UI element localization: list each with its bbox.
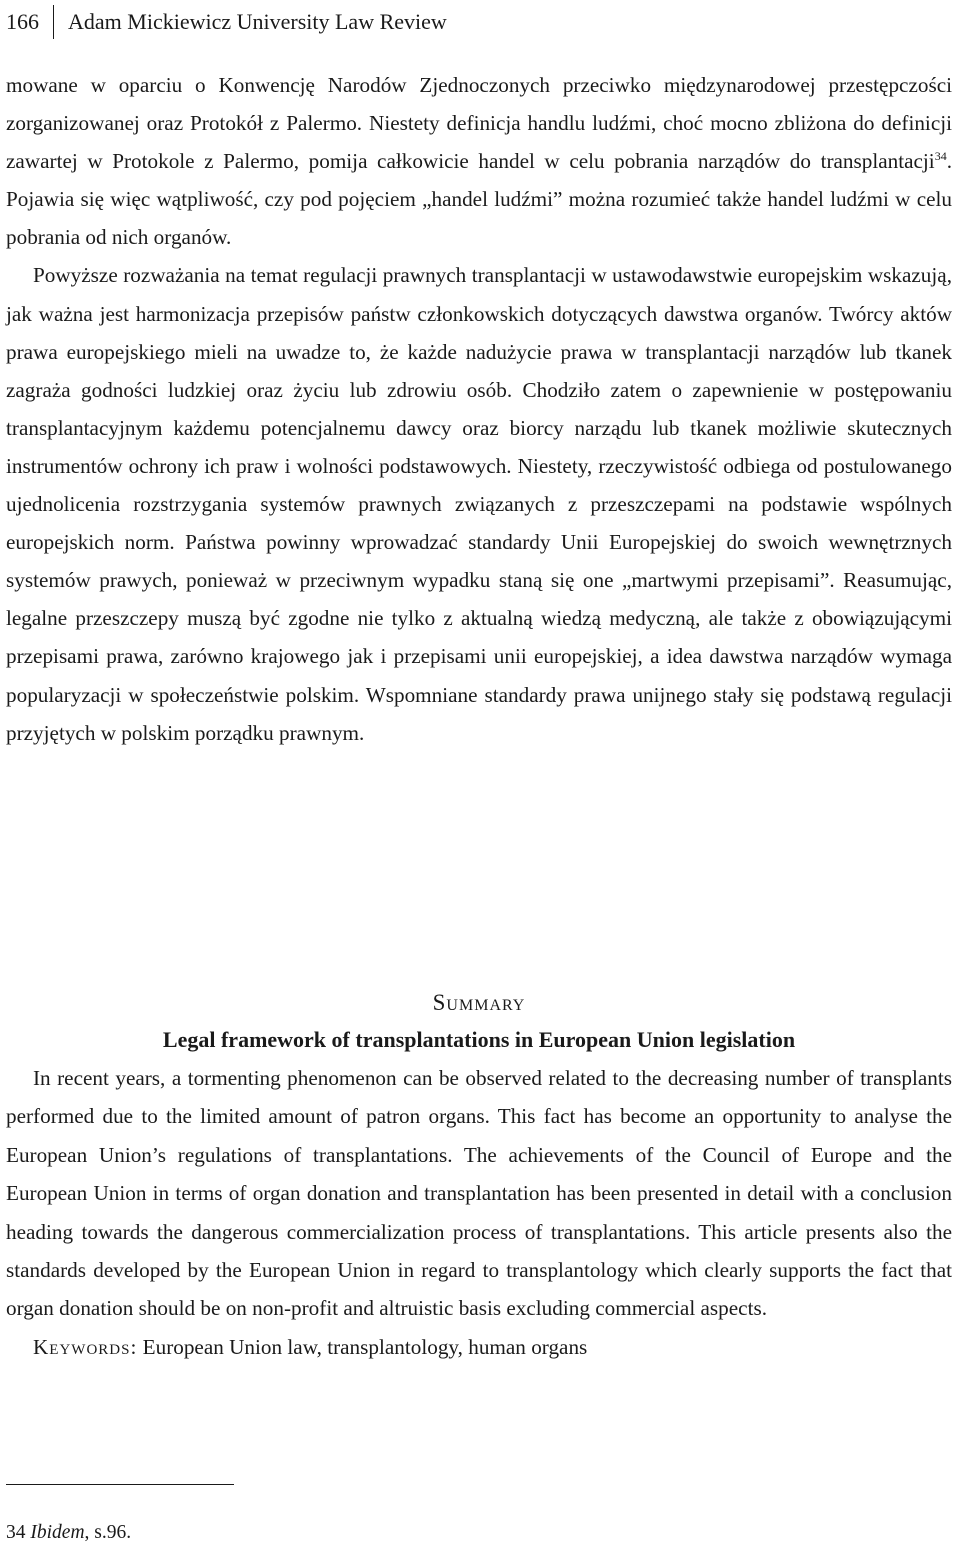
footnote-text: , s.96. <box>84 1522 132 1543</box>
summary-text: In recent years, a tormenting phenomenon can be observed related to the decreasing number of transplants performed due to the limited amount of patron organs. This fact has become an opportunity to analyse the European Union’s regulations of transplantations. The achievements of the Council of Europe and the European Union in terms of organ donation and transplantation has been presented in detail with a conclusion heading towards the dangerous commercialization process of transplantations. This article presents also the standards developed by the European Union in regard to transplantology which clearly supports the fact that organ donation should be on non-profit and altruistic basis excluding commercial aspects. <box>6 1066 952 1321</box>
keywords-list: European Union law, transplantology, human organs <box>137 1334 588 1359</box>
footnote-number: 34 <box>6 1522 31 1543</box>
footnote-34 <box>6 1520 131 1546</box>
keywords <box>6 1328 952 1366</box>
summary-heading: Summary <box>432 990 526 1015</box>
paragraph-1-text-a: mowane w oparciu o Konwencję Narodów Zjednoczonych przeciwko międzynarodowej przestępczości zorganizowanej oraz Protokół z Palermo. Niestety definicja handlu ludźmi, choć mocno zbliżona do definicji zawartej w Protokole z Palermo, pomija całkowicie handel w celu pobrania narządów do transplantacji <box>6 73 952 174</box>
footnote-rule <box>6 1484 234 1485</box>
summary-section <box>6 985 952 1366</box>
keywords-label: Keywords: <box>33 1334 138 1359</box>
paragraph-1-text-b: . Pojawia się więc wątpliwość, czy pod pojęciem „handel ludźmi” można rozumieć także handel ludźmi w celu pobrania od nich organów. <box>6 149 952 250</box>
running-head <box>6 6 447 38</box>
journal-title: Adam Mickiewicz University Law Review <box>68 9 447 34</box>
paragraph-2: Powyższe rozważania na temat regulacji prawnych transplantacji w ustawodawstwie europejskim wskazują, jak ważna jest harmonizacja przepisów państw członkowskich dotyczących dawstwa organów. Twórcy aktów prawa europejskiego mieli na uwadze to, że każde nadużycie prawa w transplantacji narządów lub tkanek zagraża godności ludzkiej oraz życiu lub zdrowiu osób. Chodziło zatem o zapewnienie w postępowaniu transplantacyjnym każdemu potencjalnemu dawcy oraz biorcy narządu lub tkanek możliwie skutecznych instrumentów ochrony ich praw i wolności podstawowych. Niestety, rzeczywistość odbiega od postulowanego ujednolicenia rozstrzygania systemów prawnych związanych z przeszczepami na podstawie wspólnych europejskich norm. Państwa powinny wprowadzać standardy Unii Europejskiej do swoich wewnętrznych systemów prawych, ponieważ w przeciwnym wypadku staną się one „martwymi przepisami”. Reasumując, legalne przeszczepy muszą być zgodne nie tylko z aktualną wiedzą medyczną, ale także z obowiązującymi przepisami prawa, zarówno krajowego jak i przepisami unii europejskiej, a idea dawstwa narządów wymaga popularyzacji w społeczeństwie polskim. Wspomniane standardy prawa unijnego stały się podstawą regulacji przyjętych w polskim porządku prawnym. <box>6 263 952 745</box>
page <box>6 0 952 1555</box>
footnote-ibidem: Ibidem <box>30 1522 85 1543</box>
page-number: 166 <box>6 9 39 34</box>
footnote-ref-34[interactable]: 34 <box>934 149 947 164</box>
body-text <box>6 66 952 752</box>
paragraph-1 <box>6 66 952 256</box>
summary-title: Legal framework of transplantations in European Union legislation <box>162 1027 796 1052</box>
header-divider <box>53 5 54 39</box>
